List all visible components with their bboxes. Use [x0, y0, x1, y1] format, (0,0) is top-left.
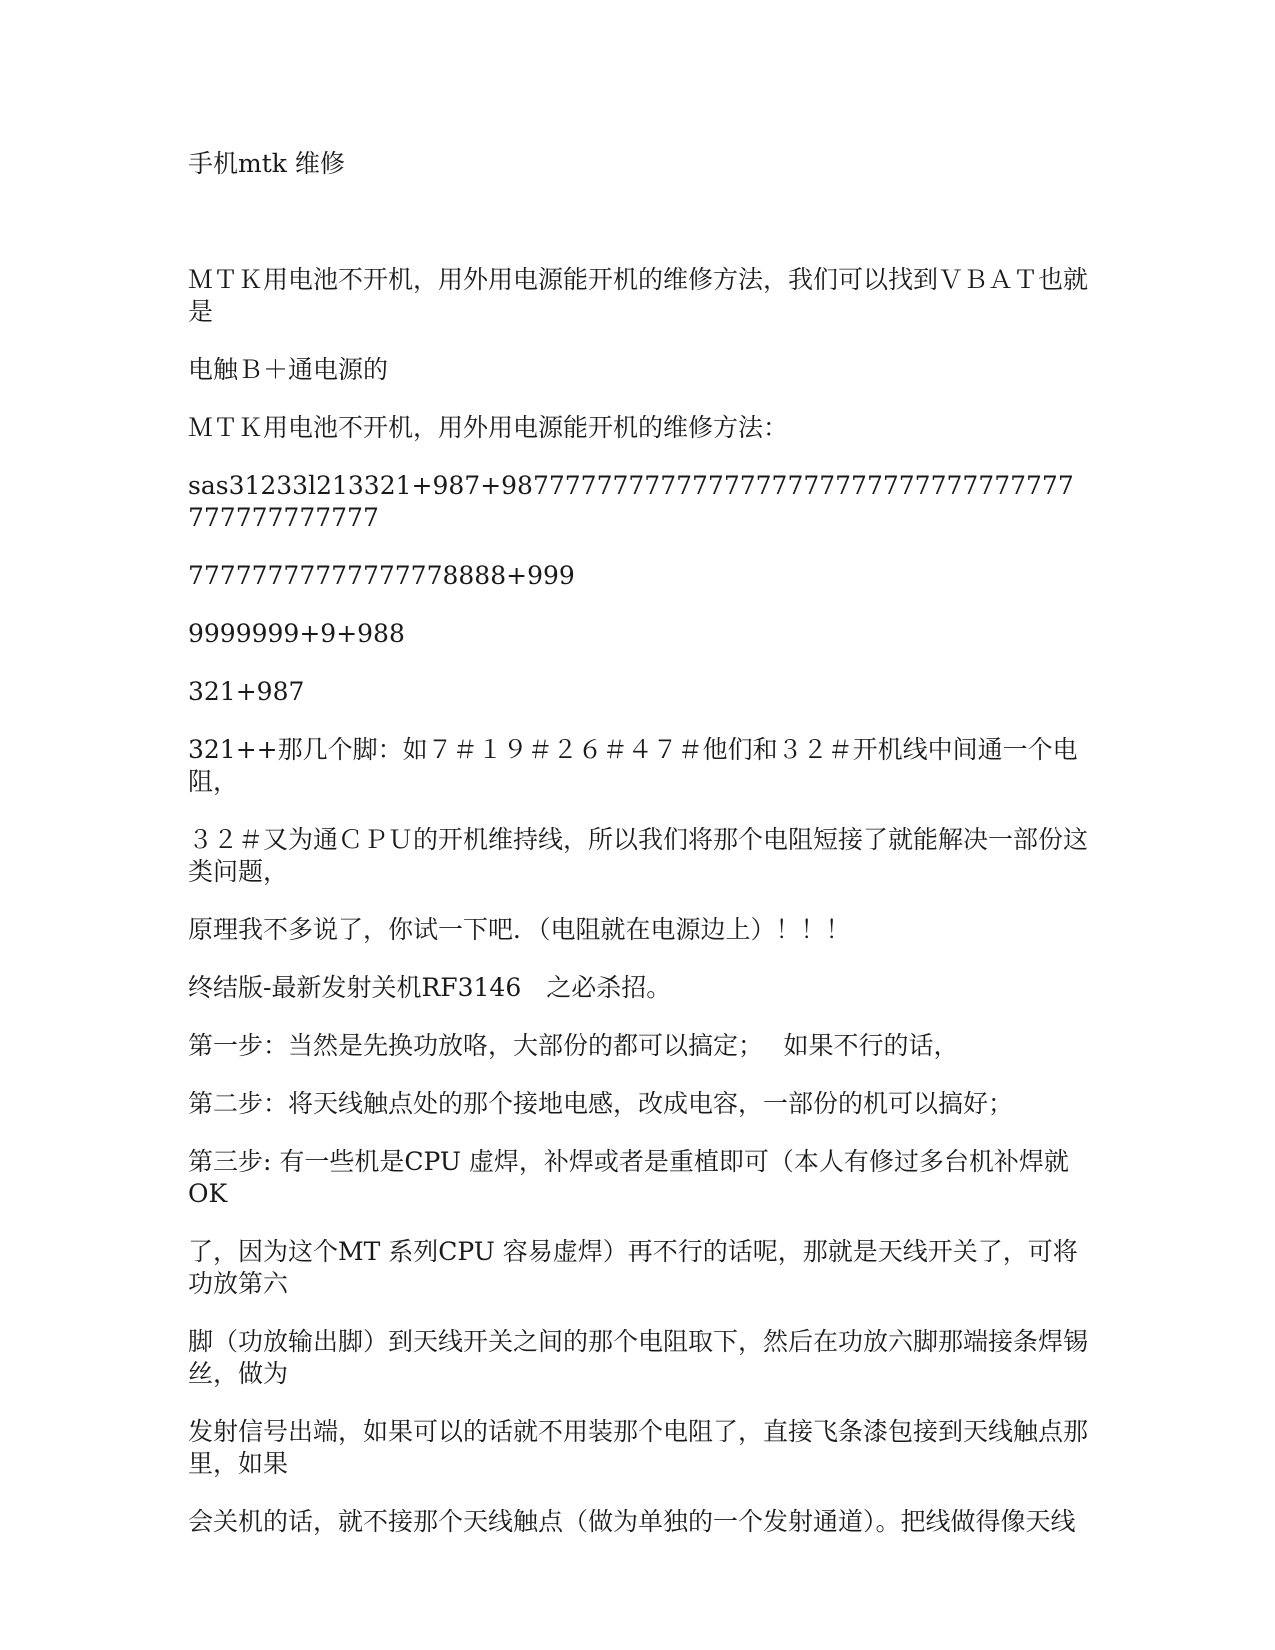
paragraph: 321++那几个脚：如７＃１９＃２６＃４７＃他们和３２＃开机线中间通一个电阻，	[188, 735, 1078, 796]
paragraph: sas31233l213321+987+987777777777777777777777777777777777777777777777	[188, 471, 1074, 532]
paragraph: 77777777777777778888+999	[188, 561, 575, 590]
paragraph: 第二步：将天线触点处的那个接地电感，改成电容，一部份的机可以搞好；	[188, 1089, 1014, 1118]
paragraph: 第三步: 有一些机是CPU 虚焊，补焊或者是重植即可（本人有修过多台机补焊就OK	[188, 1147, 1069, 1208]
document-title: 手机mtk 维修	[188, 149, 345, 178]
paragraph: 终结版-最新发射关机RF3146 之必杀招。	[188, 973, 672, 1002]
paragraph: 第一步：当然是先换功放咯，大部份的都可以搞定； 如果不行的话，	[188, 1031, 959, 1060]
paragraph: 9999999+9+988	[188, 619, 405, 648]
paragraph: 原理我不多说了，你试一下吧．（电阻就在电源边上）！！！	[188, 915, 851, 944]
paragraph: 会关机的话，就不接那个天线触点（做为单独的一个发射通道）。把线做得像天线	[188, 1507, 1076, 1536]
document-body	[188, 264, 1088, 1564]
paragraph: ３２＃又为通ＣＰＵ的开机维持线，所以我们将那个电阻短接了就能解决一部份这类问题，	[188, 825, 1089, 886]
paragraph: 电触Ｂ＋通电源的	[188, 355, 389, 384]
paragraph: 了，因为这个MT 系列CPU 容易虚焊）再不行的话呢，那就是天线开关了，可将功放第六	[188, 1237, 1078, 1298]
paragraph: 321+987	[188, 677, 305, 706]
paragraph: ＭＴＫ用电池不开机，用外用电源能开机的维修方法，我们可以找到ＶＢＡＴ也就是	[188, 265, 1089, 326]
paragraph: 脚（功放输出脚）到天线开关之间的那个电阻取下，然后在功放六脚那端接条焊锡丝，做为	[188, 1327, 1089, 1388]
paragraph: 发射信号出端，如果可以的话就不用装那个电阻了，直接飞条漆包接到天线触点那里，如果	[188, 1417, 1089, 1478]
paragraph: ＭＴＫ用电池不开机，用外用电源能开机的维修方法：	[188, 413, 789, 442]
